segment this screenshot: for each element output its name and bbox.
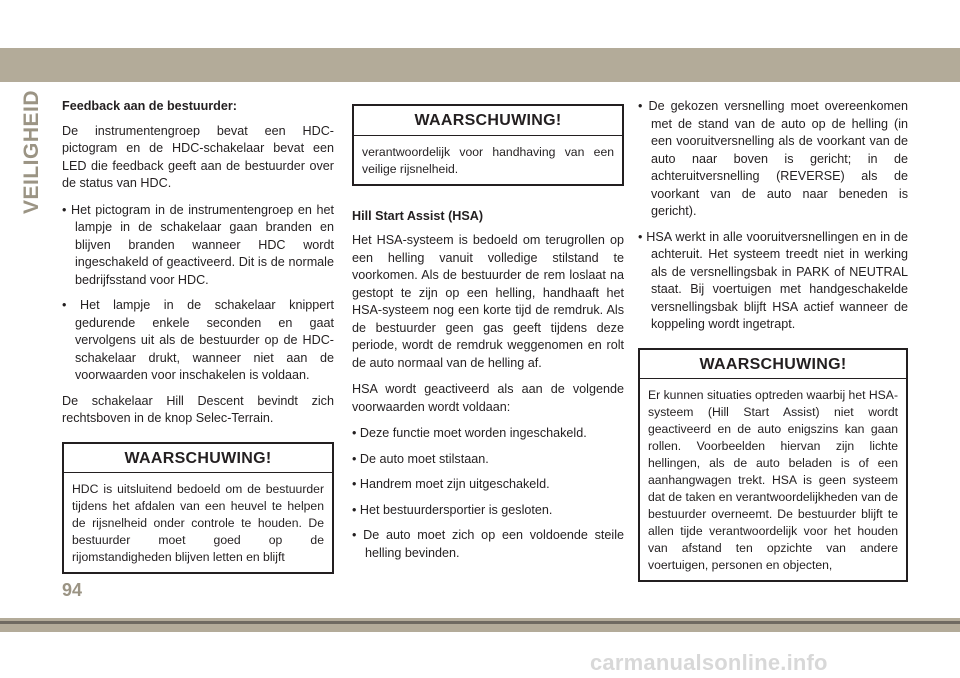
bullet-item: • Het pictogram in de instrumentengroep en het lampje in de schakelaar gaan branden en blijven branden wanneer HDC wordt ingeschakeld of geactiveerd. Dit is de normale bedrijfsstand voor HDC. bbox=[62, 202, 334, 287]
column-1 bbox=[62, 98, 334, 584]
footer-band bbox=[0, 618, 960, 632]
header-band bbox=[0, 48, 960, 82]
bullet-item: • Het bestuurdersportier is gesloten. bbox=[352, 502, 553, 517]
column-3 bbox=[638, 98, 908, 592]
bullet-item: • HSA werkt in alle vooruitversnellingen en in de achteruit. Het systeem treedt niet in werking als de versnellingsbak in PARK of NEUTRAL staat. Bij voertuigen met handgeschakelde versnellingsbak blijft HSA actief wanneer de koppeling wordt ingetrapt. bbox=[638, 229, 908, 331]
warning-box bbox=[638, 348, 908, 583]
warning-text: Er kunnen situaties optreden waarbij het HSA-systeem (Hill Start Assist) niet wordt geactiveerd en de auto enigszins kan gaan rollen. Voorbeelden hiervan zijn lichte hellingen, als de auto beladen is of een aanhangwagen trekt. HSA is geen systeem dat de taken en verantwoordelijkheden van de bestuurder overneemt. De bestuurder blijft te allen tijde verantwoordelijk voor het houden van afstand ten opzichte van andere voertuigen, personen en objecten, bbox=[648, 388, 898, 572]
warning-title: WAARSCHUWING! bbox=[354, 106, 622, 136]
paragraph: De schakelaar Hill Descent bevindt zich rechtsboven in de knop Selec-Terrain. bbox=[62, 393, 334, 425]
warning-title: WAARSCHUWING! bbox=[64, 444, 332, 474]
warning-title: WAARSCHUWING! bbox=[640, 350, 906, 380]
paragraph: Het HSA-systeem is bedoeld om terugrollen op een helling vanuit volledige stilstand te voorkomen. Als de bestuurder de rem loslaat na gestopt te zijn op een helling, handhaaft het HSA-systeem nog een korte tijd de remdruk. Als de bestuurder geen gas geeft tijdens deze periode, wordt de remdruk weggenomen en rolt de auto normaal van de helling af. bbox=[352, 233, 624, 370]
bullet-item: • De auto moet zich op een voldoende steile helling bevinden. bbox=[352, 528, 624, 560]
paragraph: HSA wordt geactiveerd als aan de volgende voorwaarden wordt voldaan: bbox=[352, 382, 624, 414]
page-number: 94 bbox=[62, 580, 83, 600]
watermark: carmanualsonline.info bbox=[590, 650, 828, 675]
column-2 bbox=[352, 98, 624, 570]
bullet-item: • De auto moet stilstaan. bbox=[352, 451, 489, 466]
warning-text: verantwoordelijk voor handhaving van een veilige rijsnelheid. bbox=[362, 144, 614, 176]
bullet-item: • Het lampje in de schakelaar knippert gedurende enkele seconden en gaat vervolgens uit als de bestuurder op de HDC-schakelaar drukt, wanneer niet aan de voorwaarden voor inschakelen is voldaan. bbox=[62, 298, 334, 382]
warning-box bbox=[352, 104, 624, 186]
paragraph: De instrumentengroep bevat een HDC-pictogram en de HDC-schakelaar bevat een LED die feedback geeft aan de bestuurder over de status van HDC. bbox=[62, 123, 334, 190]
warning-text: HDC is uitsluitend bedoeld om de bestuurder tijdens het afdalen van een heuvel te helpen de rijsnelheid onder controle te houden. De bestuurder moet goed op de rijomstandigheden blijven letten en blijft bbox=[72, 482, 324, 564]
bullet-item: • Handrem moet zijn uitgeschakeld. bbox=[352, 477, 550, 491]
hsa-heading: Hill Start Assist (HSA) bbox=[352, 208, 484, 223]
feedback-heading: Feedback aan de bestuurder: bbox=[62, 99, 237, 113]
warning-box bbox=[62, 442, 334, 575]
bullet-item: • Deze functie moet worden ingeschakeld. bbox=[352, 426, 587, 440]
section-label: VEILIGHEID bbox=[20, 89, 43, 214]
bullet-item: • De gekozen versnelling moet overeenkomen met de stand van de auto op de helling (in een vooruitversnelling als de voorkant van de auto naar boven is gericht; in de achteruitversnelling (REVERSE) als de voorkant van de auto naar beneden is gericht). bbox=[638, 99, 908, 218]
